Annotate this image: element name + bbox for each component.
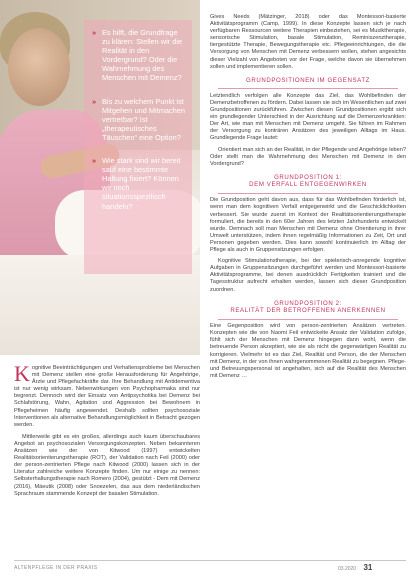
section-heading: GRUNDPOSITION 1: — [274, 173, 342, 181]
body-paragraph: Orientiert man sich an der Realität, in der Pflegende und Angehörige leben? Oder stellt man die Wahrnehmung des Menschen mit Demenz in den Vordergrund? — [210, 146, 406, 167]
pull-quote — [94, 28, 186, 83]
pull-quote-text: Wie stark sind wir bereit sauf eine bestimmte Haltung fixiert? Können wir noch situationsspezifisch handeln? — [102, 156, 181, 211]
hero-photo — [0, 0, 200, 355]
quote-marker: » — [92, 156, 97, 166]
right-column — [210, 14, 406, 384]
section-divider — [218, 193, 398, 194]
section-subheading: REALITÄT DER BETROFFENEN ANERKENNEN — [230, 307, 386, 315]
pull-quote-text: Bis zu welchem Punkt ist Mitgehen und Mitmachen vertretbar? Ist „therapeutisches Täuschen“ eine Option? — [102, 96, 185, 142]
photo-person-head — [8, 28, 70, 106]
quote-marker: » — [92, 96, 97, 106]
drop-cap: K — [14, 361, 30, 386]
intro-paragraph: Gives Needs (Mätzinger, 2018) oder das Montessori-basierte Aktivitätsprogramm (Camp, 1999). In diese Konzepte lassen sich je nach verfügbaren Ressourcen weitere Therapien einbeziehen, sei es Musiktherapie, sensorische Stimulation, basale Stimulation, Reminiszenztherapie, tiergestützte Therapie, Bewegungstherapie etc. Pflegeeinrichtungen, die die Versorgung von Menschen mit Demenz verbessern wollen, stehen angesichts dieser Vielzahl von Angeboten vor der Frage, welche davon sie übernehmen sollen und implementieren sollen. — [210, 14, 406, 70]
section-heading: GRUNDPOSITION 2: — [274, 299, 342, 307]
pull-quote-box — [84, 20, 192, 274]
footer-issue: 03.2020 — [338, 566, 357, 572]
section-divider — [218, 319, 398, 320]
body-paragraph: Eine Gegenposition wird von person-zentrierten Ansätzen vertreten. Konzepten wie die von Naomi Feil entwickelte Ansatz der Validation zufolge, fühlt sich der Menschen mit Demenz hingegen dann wohl, wenn die betreuende Person akzeptiert, wie sie als nicht die gegenwärtigen Realität zu korrigieren. Vielmehr ist es das Ziel, Realität und Person, die der Menschen mit Demenz, in der von ihnen wahrgenommenen Realität zu begegnen. Pflege- und Betreuungspersonal ist angehalten, sich auf die Realität des Menschen mit Demenz … — [210, 323, 406, 379]
left-column — [14, 361, 200, 503]
pull-quote — [94, 156, 186, 211]
quote-marker: » — [92, 28, 97, 37]
body-paragraph: Letztendlich verfolgen alle Konzepte das Ziel, das Wohlbefinden der Demenzbetroffenen zu fördern. Dabei lassen sie sich im Wesentlichen auf zwei Grundpositionen zurückführen. Zwischen diesen Grundpositionen ergibt sich ein grundlegender Unterschied in der Ausrichtung auf die Demenzerkrankten: Der Art, wie man mit Menschen mit Demenz umgeht. Sie führen im Rahmen der Versorgung zu konträren Ansätzen des jeweiligen Alltags im Haus. Grundlegende Frage lautet: — [210, 92, 406, 142]
section-heading: GRUNDPOSITIONEN IM GEGENSATZ — [245, 76, 370, 84]
footer-issue-page — [338, 563, 372, 572]
footer-publication: ALTENPFLEGE IN DER PRAXIS — [14, 565, 98, 571]
section-divider — [218, 88, 398, 89]
pull-quote — [94, 97, 186, 142]
body-paragraph: Mittlerweile gibt es ein großes, allerdings auch kaum überschaubares Angebot an psychosozialen Versorgungskonzepten. Neben bekannteren Ansätzen wie der von Kitwood (1997) entwickelten Realitätsorientierungstherapie (ROT), der Validation nach Feil (2000) oder der person-zentrierten Pflege nach Kitwood (2000) lassen sich in der Literatur zahlreiche weitere Konzepte finden. Um nur einige zu nennen: Selbsterhaltungstherapie nach Romero (2004), gestützt - Dem mit Demenz (2016), Mäeutik (2008) oder Snoezelen, das aus dem niederländischen Sprachraum stammende Konzept der basalen Stimulation. — [14, 433, 200, 497]
lead-paragraph-text: ognitive Beeinträchtigungen und Verhaltensprobleme bei Menschen mit Demenz stellen eine große Herausforderung für Angehörige, Ärzte und Pflegefachkräfte dar. Ihre Behandlung mit Antidementiva ist nur wenig wirksam. Nebenwirkungen von Psychopharmaka sind nur begrenzt. Dennoch wird der Einsatz von Antipsychotika bei Demenz bei Schlafstörung, Wahn, Agitation und Aggression bei Bewohnern in Pflegeheimen häufig angewendet. Deshalb sollten psychosoziale Interventionen als alternative Behandlungsmöglichkeit in Betracht gezogen werden. — [14, 365, 200, 428]
pull-quote-text: Es hilft, die Grundfrage zu klären: Stellen wir die Realität in den Vordergrund? Oder die Wahrnehmung des Menschen mit Demenz? — [102, 28, 183, 83]
body-paragraph: Kognitive Stimulationstherapie, bei der spielerisch-anregende kognitive Aufgaben in Gruppensitzungen durchgeführt werden und Montessori-basierte Aktivitätsprogramme, bei denen ausdrücklich Fertigkeiten trainiert und die Tagesstruktur aufrecht erhalten werden, lassen sich dieser Grundposition zuordnen. — [210, 258, 406, 293]
section-subheading: DEM VERFALL ENTGEGENWIRKEN — [249, 181, 367, 189]
page-number: 31 — [363, 563, 373, 572]
body-paragraph: Die Grundposition geht davon aus, dass für das Wohlbefinden förderlich ist, wenn man dem kognitiven Verfall entgegenwirkt und die Geschicklichkeiten verbessert. Sie wurde zuerst im Kontext der Realitätsorientierungstherapie formuliert, die bereits in den 60er Jahren des letzten Jahrhunderts entwickelt wurde. Demnach soll man Menschen mit Demenz ohne Orientierung in ihrer Umwelt unterstützen, indem ihnen regelmäßig Informationen zu Zeit, Ort und Personen gegeben werden. Dies kann sowohl kontinuierlich im Alltag der Pflege als auch in Gruppensitzungen erfolgen. — [210, 197, 406, 254]
footer-rule — [14, 560, 406, 561]
lead-paragraph — [14, 361, 200, 429]
